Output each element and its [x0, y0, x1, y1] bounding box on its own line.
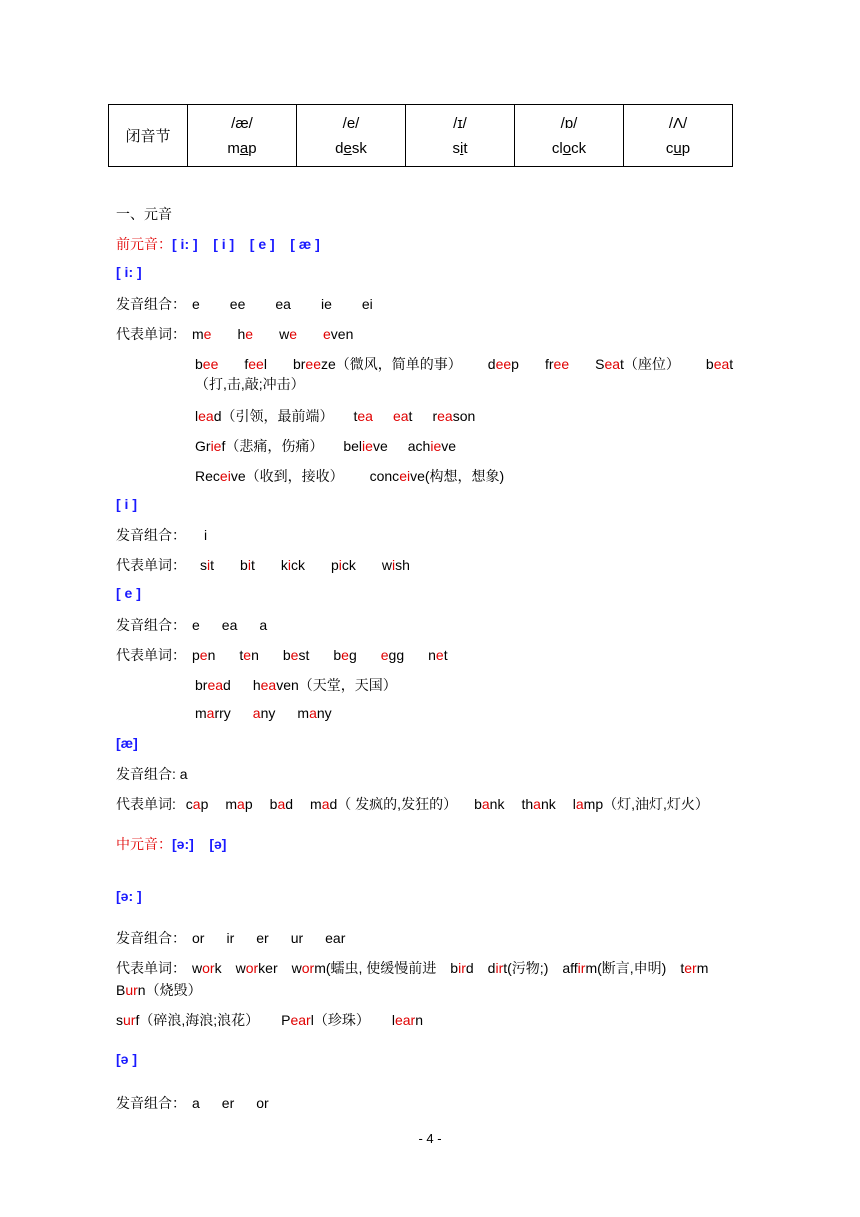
- i-long-words-row5: [195, 466, 504, 486]
- example-word: we: [279, 326, 297, 342]
- example-word: even: [322, 326, 354, 342]
- example-word: feel: [244, 356, 267, 372]
- example-word: net: [428, 647, 448, 663]
- letter-combo: ea: [221, 617, 238, 633]
- example-word: lamp（灯,油灯,灯火）: [572, 796, 709, 812]
- example-word: learn: [391, 1012, 423, 1028]
- example-word: tea: [353, 408, 373, 424]
- front-vowels-heading: 前元音：[ i: ] [ i ] [ e ] [ æ ]: [116, 236, 320, 252]
- i-long-title: [ i: ]: [116, 264, 142, 280]
- e-words-row3: [195, 705, 332, 721]
- example-word: Burn（烧毁）: [116, 982, 202, 998]
- example-word: bread: [195, 677, 231, 693]
- e-combos: 发音组合： e ea a: [116, 617, 268, 633]
- example-word: work: [192, 960, 222, 976]
- schwa-long-combos: 发音组合： or ir er ur ear: [116, 930, 346, 946]
- example-word: Receive（收到，接收）: [195, 468, 344, 484]
- letter-combo: ur: [290, 930, 304, 946]
- section-title: 一、元音: [116, 206, 172, 222]
- example-word: ten: [239, 647, 259, 663]
- example-word: beat: [705, 356, 734, 372]
- closed-syllable-table: [108, 104, 733, 167]
- letter-combo: ea: [275, 296, 291, 312]
- central-vowels-heading: 中元音：[ə:] [ə]: [116, 836, 227, 852]
- example-word: heaven（天堂，天国）: [252, 677, 397, 693]
- letter-combo: ee: [229, 296, 246, 312]
- example-word: bad: [269, 796, 294, 812]
- example-word: kick: [280, 557, 305, 573]
- example-word: surf（碎浪,海浪;浪花）: [116, 1012, 260, 1028]
- table-cell: [188, 105, 297, 167]
- phonetic-symbol: /Λ/: [668, 114, 688, 132]
- ae-title: [æ]: [116, 735, 138, 751]
- example-word: desk: [335, 139, 367, 157]
- table-header-cell: [109, 105, 188, 167]
- schwa-combos: 发音组合： a er or: [116, 1095, 269, 1111]
- i-long-words-row2: [195, 354, 733, 374]
- example-word: worm(蠕虫, 使缓慢前进: [291, 960, 437, 976]
- example-word: mad（ 发疯的,发狂的）: [310, 796, 458, 812]
- letter-combo: ir: [226, 930, 235, 946]
- example-word: wish: [381, 557, 410, 573]
- example-word: many: [297, 705, 332, 721]
- e-words-row2: [195, 675, 397, 695]
- phonetic-symbol: /æ/: [231, 114, 253, 132]
- schwa-long-words-row3: [116, 1010, 423, 1030]
- i-long-combos: 发音组合： e ee ea ie ei: [116, 296, 373, 312]
- example-word: reason: [432, 408, 476, 424]
- ae-words: 代表单词: cap map bad mad（ 发疯的,发狂的） bank thank lamp（灯,油灯,灯火）: [116, 796, 709, 812]
- example-word: cap: [185, 796, 209, 812]
- i-long-words-row2-cont: （打,击,敲;冲击）: [195, 376, 305, 392]
- example-word: affirm(断言,申明): [562, 960, 667, 976]
- i-short-title: [ i ]: [116, 496, 137, 512]
- example-word: any: [252, 705, 276, 721]
- example-word: deep: [487, 356, 519, 372]
- phonetic-symbol: /e/: [342, 114, 360, 132]
- table-cell: [406, 105, 515, 167]
- example-word: beg: [333, 647, 357, 663]
- example-word: Seat（座位）: [595, 356, 680, 372]
- table-cell: [624, 105, 733, 167]
- table-cell: [297, 105, 406, 167]
- example-word: eat: [392, 408, 413, 424]
- example-word: thank: [521, 796, 556, 812]
- i-short-combos: 发音组合： i: [116, 527, 208, 543]
- letter-combo: a: [192, 1095, 200, 1111]
- example-word: bee: [195, 356, 219, 372]
- example-word: dirt(污物;): [487, 960, 549, 976]
- i-long-words-row1: 代表单词： me he we even: [116, 326, 354, 342]
- example-word: Pearl（珍珠）: [281, 1012, 370, 1028]
- phonetic-symbol: /ɒ/: [560, 114, 578, 132]
- example-word: achieve: [407, 438, 457, 454]
- example-word: sit: [452, 139, 468, 157]
- letter-combo: er: [221, 1095, 235, 1111]
- example-word: map: [225, 796, 253, 812]
- table-header-label: 闭音节: [125, 128, 171, 145]
- example-word: worker: [235, 960, 278, 976]
- example-word: Grief（悲痛，伤痛）: [195, 438, 324, 454]
- example-word: free: [544, 356, 570, 372]
- letter-combo: er: [256, 930, 269, 946]
- letter-combo: or: [256, 1095, 269, 1111]
- i-long-words-row3: [195, 406, 475, 426]
- letter-combo: ie: [320, 296, 332, 312]
- letter-combo: i: [204, 527, 208, 543]
- example-word: pick: [330, 557, 356, 573]
- example-word: bank: [474, 796, 505, 812]
- page-number: - 4 -: [418, 1131, 442, 1146]
- letter-combo: or: [192, 930, 205, 946]
- letter-combo: ei: [361, 296, 373, 312]
- e-words-row1: 代表单词： pen ten best beg egg net: [116, 647, 448, 663]
- phonetic-symbol: /ɪ/: [453, 114, 467, 132]
- i-short-words: 代表单词： sit bit kick pick wish: [116, 557, 410, 573]
- i-long-words-row4: [195, 436, 456, 456]
- letter-combo: a: [259, 617, 268, 633]
- example-word: bird: [450, 960, 474, 976]
- example-word: egg: [380, 647, 405, 663]
- example-word: best: [282, 647, 310, 663]
- example-word: term: [680, 960, 709, 976]
- example-word: map: [227, 139, 257, 157]
- example-word: bit: [240, 557, 255, 573]
- example-word: he: [237, 326, 254, 342]
- ae-combos: 发音组合: a: [116, 766, 188, 782]
- example-word: pen: [192, 647, 216, 663]
- schwa-long-words-row2: [116, 980, 202, 1000]
- example-word: clock: [551, 139, 587, 157]
- example-word: sit: [200, 557, 215, 573]
- schwa-long-title: [ə: ]: [116, 888, 142, 904]
- letter-combo: e: [192, 617, 200, 633]
- example-word: me: [192, 326, 212, 342]
- e-title: [ e ]: [116, 585, 141, 601]
- example-word: cup: [665, 139, 691, 157]
- example-word: conceive(构想，想象): [369, 468, 505, 484]
- schwa-long-words-row1: 代表单词： work worker worm(蠕虫, 使缓慢前进 bird dirt(污物;) affirm(断言,申明) term: [116, 960, 709, 976]
- example-word: breeze（微风，简单的事）: [292, 356, 462, 372]
- schwa-title: [ə ]: [116, 1051, 137, 1067]
- example-word: marry: [195, 705, 231, 721]
- letter-combo: e: [192, 296, 200, 312]
- example-word: believe: [343, 438, 388, 454]
- table-cell: [515, 105, 624, 167]
- example-word: lead（引领，最前端）: [195, 408, 334, 424]
- letter-combo: ear: [325, 930, 346, 946]
